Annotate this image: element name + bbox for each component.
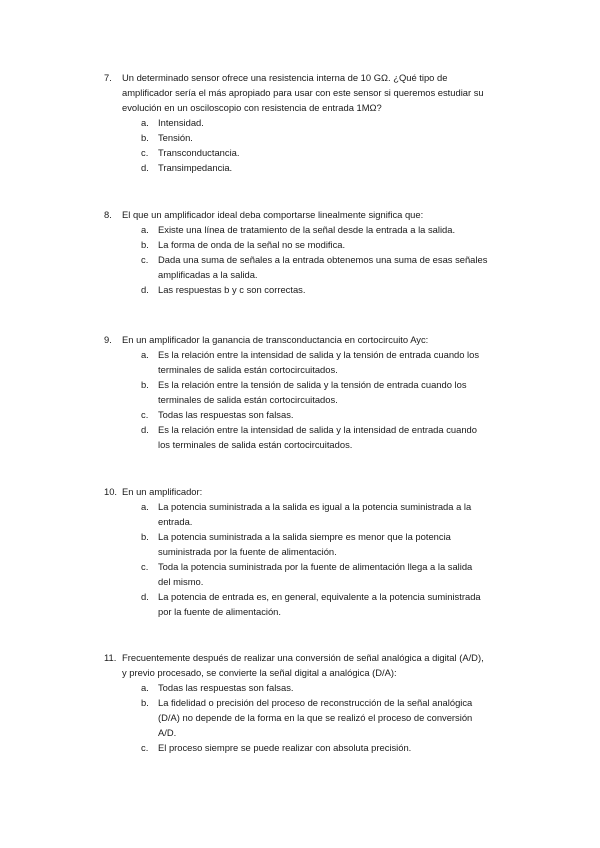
question-text-line: evolución en un osciloscopio con resistencia de entrada 1MΩ? [122,102,382,113]
option-letter: d. [141,424,149,435]
option-text: amplificadas a la salida. [158,269,258,280]
question-number: 9. [104,334,112,345]
option-letter: b. [141,531,149,542]
option-text: terminales de salida están cortocircuitados. [158,394,338,405]
option-text: Es la relación entre la intensidad de salida y la tensión de entrada cuando los [158,349,480,360]
option-letter: c. [141,561,149,572]
option-letter: b. [141,697,149,708]
option-letter: a. [141,117,149,128]
option-text: Todas las respuestas son falsas. [158,409,294,420]
option-text: Intensidad. [158,117,204,128]
option-text: terminales de salida están cortocircuitados. [158,364,338,375]
option-text: La potencia suministrada a la salida siempre es menor que la potencia [158,531,451,542]
option-letter: a. [141,501,149,512]
option-text: Todas las respuestas son falsas. [158,682,294,693]
question-text-line: y previo procesado, se convierte la señal digital a analógica (D/A): [122,667,397,678]
question-text-line: Un determinado sensor ofrece una resistencia interna de 10 GΩ. ¿Qué tipo de [122,72,448,83]
option-text: suministrada por la fuente de alimentación. [158,546,337,557]
question-number: 8. [104,209,112,220]
option-letter: d. [141,591,149,602]
option-text: Tensión. [158,132,193,143]
option-letter: d. [141,162,149,173]
option-letter: b. [141,239,149,250]
option-letter: d. [141,284,149,295]
question-text-line: amplificador sería el más apropiado para usar con este sensor si queremos estudiar su [122,87,484,98]
option-text: Existe una línea de tratamiento de la señal desde la entrada a la salida. [158,224,456,235]
question-number: 10. [104,486,118,497]
option-text: El proceso siempre se puede realizar con absoluta precisión. [158,742,412,753]
option-text: Las respuestas b y c son correctas. [158,284,306,295]
option-letter: b. [141,379,149,390]
option-letter: c. [141,742,149,753]
question-number: 11. [104,652,117,663]
option-text: Dada una suma de señales a la entrada obtenemos una suma de esas señales [158,254,488,265]
option-letter: a. [141,224,149,235]
option-text: La potencia suministrada a la salida es igual a la potencia suministrada a la [158,501,472,512]
question-text-line: En un amplificador la ganancia de transconductancia en cortocircuito Ayc: [122,334,429,345]
option-text: Transimpedancia. [158,162,233,173]
option-letter: a. [141,349,149,360]
option-letter: b. [141,132,149,143]
question-text-line: En un amplificador: [122,486,203,497]
option-text: Toda la potencia suministrada por la fuente de alimentación llega a la salida [158,561,473,572]
option-text: entrada. [158,516,193,527]
option-letter: c. [141,254,149,265]
option-text: Es la relación entre la tensión de salida y la tensión de entrada cuando los [158,379,467,390]
option-text: (D/A) no depende de la forma en la que se realizó el proceso de conversión [158,712,473,723]
question-text-line: El que un amplificador ideal deba comportarse linealmente significa que: [122,209,424,220]
option-text: Es la relación entre la intensidad de salida y la intensidad de entrada cuando [158,424,477,435]
question-number: 7. [104,72,112,83]
option-text: del mismo. [158,576,204,587]
option-text: La fidelidad o precisión del proceso de reconstrucción de la señal analógica [158,697,473,708]
option-text: La forma de onda de la señal no se modifica. [158,239,346,250]
question-text-line: Frecuentemente después de realizar una conversión de señal analógica a digital (A/D), [122,652,484,663]
option-letter: a. [141,682,149,693]
option-letter: c. [141,147,149,158]
option-text: A/D. [158,727,177,738]
option-text: los terminales de salida están cortocircuitados. [158,439,353,450]
option-text: Transconductancia. [158,147,240,158]
option-letter: c. [141,409,149,420]
option-text: por la fuente de alimentación. [158,606,281,617]
option-text: La potencia de entrada es, en general, equivalente a la potencia suministrada [158,591,481,602]
